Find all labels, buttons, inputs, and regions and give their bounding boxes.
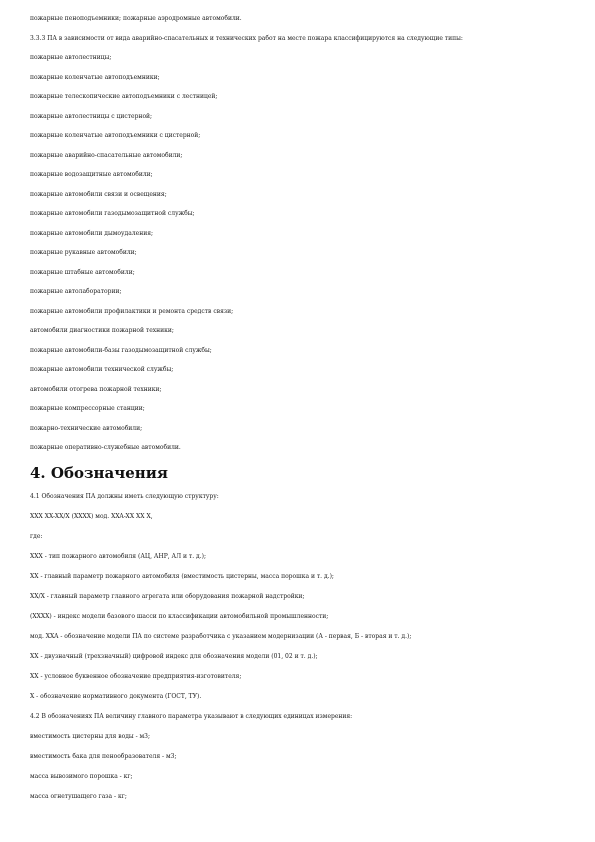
paragraph-line: 4.1 Обозначения ПА должны иметь следующую структуру:	[30, 492, 219, 500]
paragraph-line: XXX - тип пожарного автомобиля (АЦ, АНР, АЛ и т. д.);	[30, 552, 207, 560]
paragraph-line: пожарные автомобили профилактики и ремонта средств связи;	[30, 307, 234, 315]
paragraph-line: пожарные телескопические автоподъемники с лестницей;	[30, 93, 218, 100]
paragraph-line: XX - главный параметр пожарного автомобиля (вместимость цистерны, масса порошка и т. д.);	[30, 572, 334, 580]
paragraph-line: где:	[30, 532, 43, 540]
paragraph-line: пожарные компрессорные станции;	[30, 405, 145, 412]
paragraph-line: пожарные автомобили связи и освещения;	[30, 190, 167, 198]
section-4-heading: 4. Обозначения	[30, 463, 168, 482]
paragraph-line: (XXXX) - индекс модели базового шасси по классификации автомобильной промышленности;	[30, 612, 329, 620]
paragraph-line: пожарные автолестницы;	[30, 54, 112, 61]
paragraph-line: вместимость цистерны для воды - м3;	[30, 732, 151, 740]
paragraph-line: XX - двузначный (трехзначный) цифровой индекс для обозначения модели (01, 02 и т. д.);	[30, 652, 318, 660]
paragraph-line: пожарные рукавные автомобили;	[30, 249, 137, 256]
paragraph-line: пожарные коленчатые автоподъемники;	[30, 73, 160, 81]
paragraph-line: пожарные автомобили технической службы;	[30, 366, 174, 373]
paragraph-line: пожарные автомобили дымоудаления;	[30, 229, 153, 237]
paragraph-line: пожарные оперативно-служебные автомобили.	[30, 444, 181, 451]
paragraph-line: автомобили диагностики пожарной техники;	[30, 327, 174, 334]
paragraph-line: X - обозначение нормативного документа (ГОСТ, ТУ).	[30, 692, 202, 700]
paragraph-line: пожарные коленчатые автоподъемники с цистерной;	[30, 132, 201, 139]
paragraph-line: пожарные автомобили-базы газодымозащитной службы;	[30, 346, 212, 354]
paragraph-line: XX - условное буквенное обозначение предприятия-изготовителя;	[30, 672, 242, 680]
paragraph-line: пожарные автомобили газодымозащитной службы;	[30, 210, 195, 217]
paragraph-line: пожарные автолестницы с цистерной;	[30, 112, 153, 120]
paragraph-line: пожарные аварийно-спасательные автомобили;	[30, 151, 183, 159]
paragraph-line: автомобили отогрева пожарной техники;	[30, 385, 162, 393]
paragraph-line: 3.3.3 ПА в зависимости от вида аварийно-спасательных и технических работ на месте пожара классифицируются на следующие типы:	[30, 34, 463, 42]
paragraph-line: вместимость бака для пенообразователя - м3;	[30, 752, 177, 760]
paragraph-line: пожарные штабные автомобили;	[30, 268, 135, 276]
paragraph-line: XX/X - главный параметр главного агрегата или оборудования пожарной надстройки;	[30, 592, 305, 600]
paragraph-line: пожарные автолаборатории;	[30, 288, 122, 295]
paragraph-line: масса вывозимого порошка - кг;	[30, 772, 133, 780]
paragraph-line: пожарные пеноподъемники; пожарные аэродромные автомобили.	[30, 15, 242, 22]
paragraph-line: мод. XXA - обозначение модели ПА по системе разработчика с указанием модернизации (А - первая, Б - вторая и т. д.);	[30, 632, 412, 640]
paragraph-line: пожарные водозащитные автомобили;	[30, 171, 153, 178]
section-3-list	[30, 14, 575, 452]
paragraph-line: пожарно-технические автомобили;	[30, 424, 143, 432]
paragraph-line: XXX XX-XX/X (XXXX) мод. XXA-XX XX X,	[30, 512, 153, 520]
paragraph-line: масса огнетушащего газа - кг;	[30, 792, 127, 800]
section-4-list	[30, 492, 575, 801]
paragraph-line: 4.2 В обозначениях ПА величину главного параметра указывают в следующих единицах измерения:	[30, 712, 353, 720]
